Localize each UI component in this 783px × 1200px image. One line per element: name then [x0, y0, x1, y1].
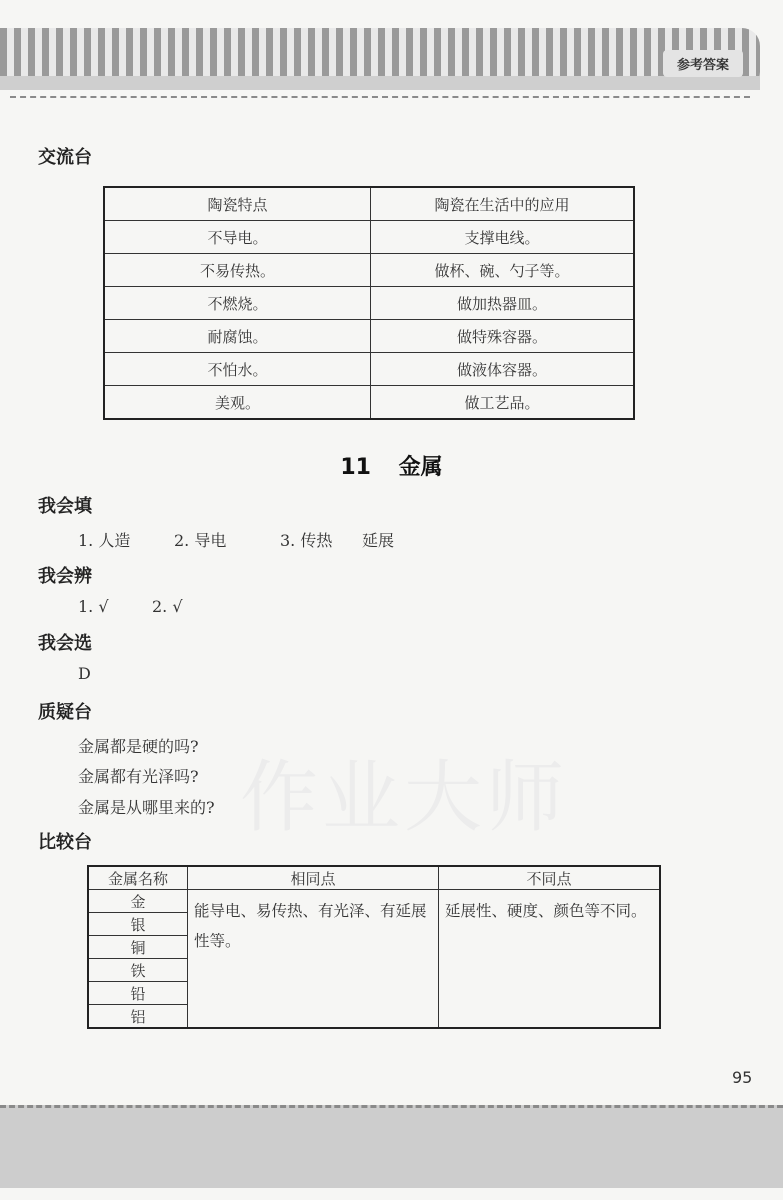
table-cell: 做杯、碗、勺子等。: [371, 254, 635, 287]
metal-name-cell: 铁: [88, 959, 188, 982]
header-cell: 陶瓷特点: [104, 187, 371, 221]
table-header-row: [104, 187, 634, 221]
metal-name-cell: 金: [88, 890, 188, 913]
table-cell: 不燃烧。: [104, 287, 371, 320]
header-tag: 参考答案: [663, 50, 743, 77]
table-header-row: [88, 866, 660, 890]
table-cell: 做特殊容器。: [371, 320, 635, 353]
chapter-heading: [0, 450, 783, 481]
table-row: [104, 320, 634, 353]
question-item: 金属都是硬的吗?: [78, 737, 199, 756]
section-exchange: 交流台: [38, 147, 92, 168]
header-divider: [10, 96, 750, 98]
page-number: 95: [732, 1068, 753, 1087]
watermark: 作业大师: [240, 753, 569, 843]
table-row: [104, 254, 634, 287]
fill-answer: 3. 传热: [280, 531, 333, 550]
table-cell: 支撑电线。: [371, 221, 635, 254]
header-cell: 不同点: [439, 866, 661, 890]
choose-answer: D: [78, 664, 91, 683]
question-item: 金属是从哪里来的?: [78, 798, 215, 817]
table-cell: 美观。: [104, 386, 371, 420]
ceramics-table: [103, 186, 635, 420]
header-cell: 金属名称: [88, 866, 188, 890]
footer-band: [0, 1105, 783, 1188]
table-cell: 不导电。: [104, 221, 371, 254]
section-choose: 我会选: [38, 633, 92, 654]
header-cell: 陶瓷在生活中的应用: [371, 187, 635, 221]
table-row: [104, 221, 634, 254]
header-cell: 相同点: [188, 866, 439, 890]
metal-name-cell: 铅: [88, 982, 188, 1005]
judge-answer: 2. √: [152, 597, 183, 616]
judge-answer: 1. √: [78, 597, 109, 616]
metal-compare-table: [87, 865, 661, 1029]
table-cell: 耐腐蚀。: [104, 320, 371, 353]
table-cell: 不怕水。: [104, 353, 371, 386]
diff-points-cell: 延展性、硬度、颜色等不同。: [439, 890, 661, 1029]
metal-name-cell: 铝: [88, 1005, 188, 1029]
section-compare: 比较台: [38, 832, 92, 853]
table-row: [104, 287, 634, 320]
table-row: [104, 386, 634, 420]
header-band: [0, 28, 760, 90]
section-judge: 我会辨: [38, 566, 92, 587]
metal-name-cell: 铜: [88, 936, 188, 959]
question-item: 金属都有光泽吗?: [78, 767, 199, 786]
section-fill: 我会填: [38, 496, 92, 517]
table-cell: 做工艺品。: [371, 386, 635, 420]
fill-answer: 延展: [362, 531, 395, 550]
table-row: [104, 353, 634, 386]
table-row: [88, 890, 660, 913]
same-points-cell: 能导电、易传热、有光泽、有延展性等。: [188, 890, 439, 1029]
fill-answer: 1. 人造: [78, 531, 131, 550]
metal-name-cell: 银: [88, 913, 188, 936]
fill-answer: 2. 导电: [174, 531, 227, 550]
table-cell: 不易传热。: [104, 254, 371, 287]
table-cell: 做液体容器。: [371, 353, 635, 386]
chapter-number: 11: [340, 455, 371, 480]
chapter-title: 金属: [398, 455, 443, 480]
table-cell: 做加热器皿。: [371, 287, 635, 320]
section-question: 质疑台: [38, 702, 92, 723]
